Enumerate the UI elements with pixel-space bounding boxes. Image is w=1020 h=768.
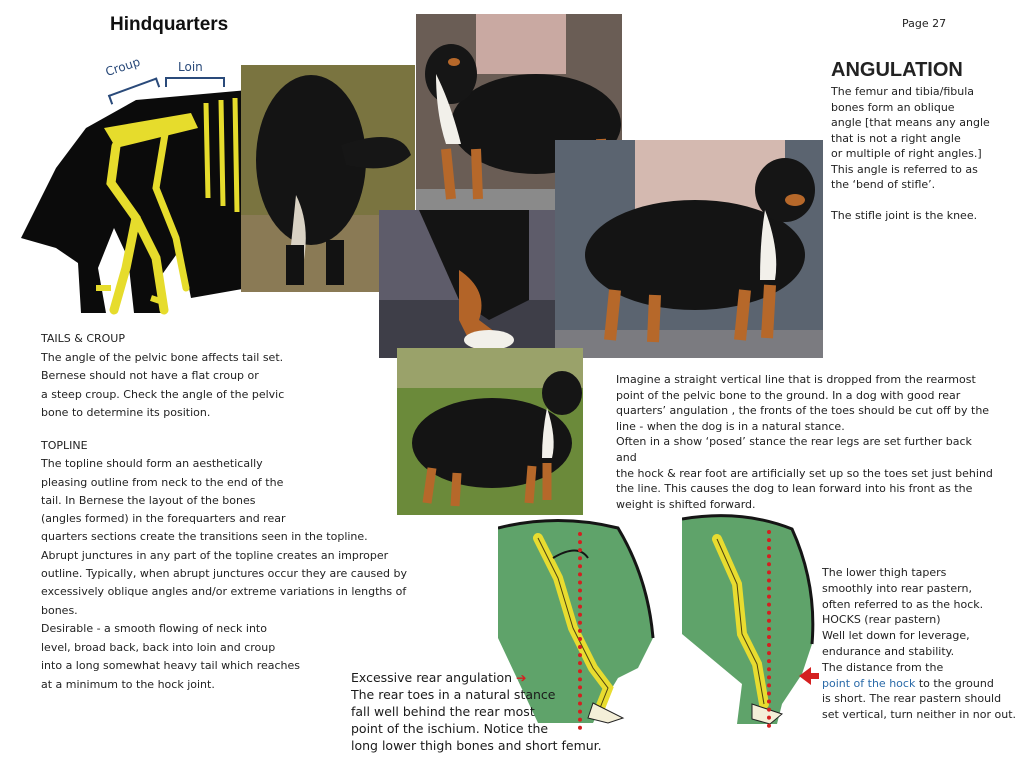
red-arrow-icon: ➔ (516, 670, 527, 685)
angulation-line: The femur and tibia/fibula (831, 85, 975, 98)
angulation-line (831, 193, 1011, 209)
topline-heading: TOPLINE (41, 439, 88, 452)
tails-croup-line: bone to determine its position. (41, 406, 211, 419)
vertical-line-text: quarters’ angulation , the fronts of the toes should be cut off by the (616, 404, 990, 418)
skeleton-diagram (16, 88, 248, 320)
hocks-line: The distance from the (822, 660, 944, 674)
page-number: Page 27 (902, 17, 947, 30)
croup-label: Croup (103, 54, 142, 79)
angulation-line: that is not a right angle (831, 131, 961, 145)
hocks-line (822, 676, 1018, 692)
tails-croup-line: a steep croup. Check the angle of the pelvic (41, 387, 285, 401)
red-vertical-line-2 (767, 530, 771, 728)
excessive-line: long lower thigh bones and short femur. (351, 738, 602, 753)
excessive-angulation-caption (351, 669, 621, 754)
vertical-line-text: point of the pelvic bone to the ground. In a dog with good rear (616, 388, 961, 402)
vertical-line-text: Imagine a straight vertical line that is dropped from the rearmost (616, 373, 976, 386)
topline-line: quarters sections create the transitions seen in the topline. (41, 530, 368, 544)
angulation-line: This angle is referred to as (831, 162, 978, 176)
desirable-line: at a minimum to the hock joint. (41, 677, 215, 691)
vertical-line-section (616, 372, 996, 512)
excessive-heading: Excessive rear angulation (351, 670, 513, 685)
hocks-line: Well let down for leverage, (822, 629, 970, 643)
hocks-line: HOCKS (rear pastern) (822, 613, 941, 627)
tails-croup-section (41, 330, 381, 423)
angulation-line: or multiple of right angles.] (831, 147, 982, 160)
desirable-line: Desirable - a smooth flowing of neck into (41, 622, 267, 635)
hocks-line: often referred to as the hock. (822, 597, 984, 611)
loin-label: Loin (178, 60, 203, 74)
topline-line: excessively oblique angles and/or extreme variations in lengths of bones. (41, 585, 407, 617)
vertical-line-text: line - when the dog is in a natural stance. (616, 419, 845, 433)
point-of-hock-label: point of the hock (822, 676, 916, 690)
desirable-line: level, broad back, back into loin and croup (41, 640, 276, 654)
topline-line: The topline should form an aesthetically (41, 457, 263, 471)
topline-line: tail. In Bernese the layout of the bones (41, 493, 256, 507)
tails-croup-line: The angle of the pelvic bone affects tail set. (41, 350, 284, 364)
angulation-line: The stifle joint is the knee. (831, 209, 978, 222)
hocks-line: is short. The rear pastern should (822, 692, 1002, 706)
angulation-line: the ‘bend of stifle’. (831, 178, 936, 191)
angulation-heading: ANGULATION (831, 59, 963, 81)
topline-section (41, 437, 441, 620)
angulation-line: bones form an oblique (831, 100, 955, 114)
hocks-line: set vertical, turn neither in nor out. (822, 708, 1017, 722)
desirable-line: into a long somewhat heavy tail which reaches (41, 659, 301, 672)
page-title: Hindquarters (110, 14, 229, 35)
topline-line: Abrupt junctures in any part of the topline creates an improper (41, 548, 389, 562)
topline-line: pleasing outline from neck to the end of the (41, 475, 284, 489)
leg-diagram-hock (682, 514, 818, 728)
angulation-line: angle [that means any angle (831, 116, 990, 129)
hocks-line-suffix: to the ground (915, 676, 994, 690)
vertical-line-text: the line. This causes the dog to lean forward into his front as the (616, 482, 973, 496)
angulation-text (831, 84, 1011, 224)
point-of-hock-arrow-icon (797, 665, 819, 687)
hocks-line: The lower thigh tapers (822, 566, 947, 579)
loin-bracket (165, 77, 225, 87)
vertical-line-text: weight is shifted forward. (616, 497, 756, 511)
hocks-line: endurance and stability. (822, 644, 955, 658)
vertical-line-text: the hock & rear foot are artificially set up so the toes set just behind (616, 466, 993, 480)
desirable-section (41, 620, 381, 694)
photo-hind-leg-closeup (379, 210, 555, 358)
topline-line: (angles formed) in the forequarters and rear (41, 512, 286, 526)
topline-line: outline. Typically, when abrupt junctures occur they are caused by (41, 567, 408, 581)
excessive-line: The rear toes in a natural stance (351, 687, 556, 702)
photo-dog-show-side (555, 140, 823, 358)
hocks-line: smoothly into rear pastern, (822, 581, 972, 595)
excessive-line: point of the ischium. Notice the (351, 721, 549, 736)
tails-croup-heading: TAILS & CROUP (41, 332, 125, 345)
excessive-line: fall well behind the rear most (351, 704, 535, 719)
vertical-line-text: Often in a show ‘posed’ stance the rear legs are set further back and (616, 435, 972, 464)
hocks-section (822, 565, 1018, 723)
tails-croup-line: Bernese should not have a flat croup or (41, 369, 259, 382)
